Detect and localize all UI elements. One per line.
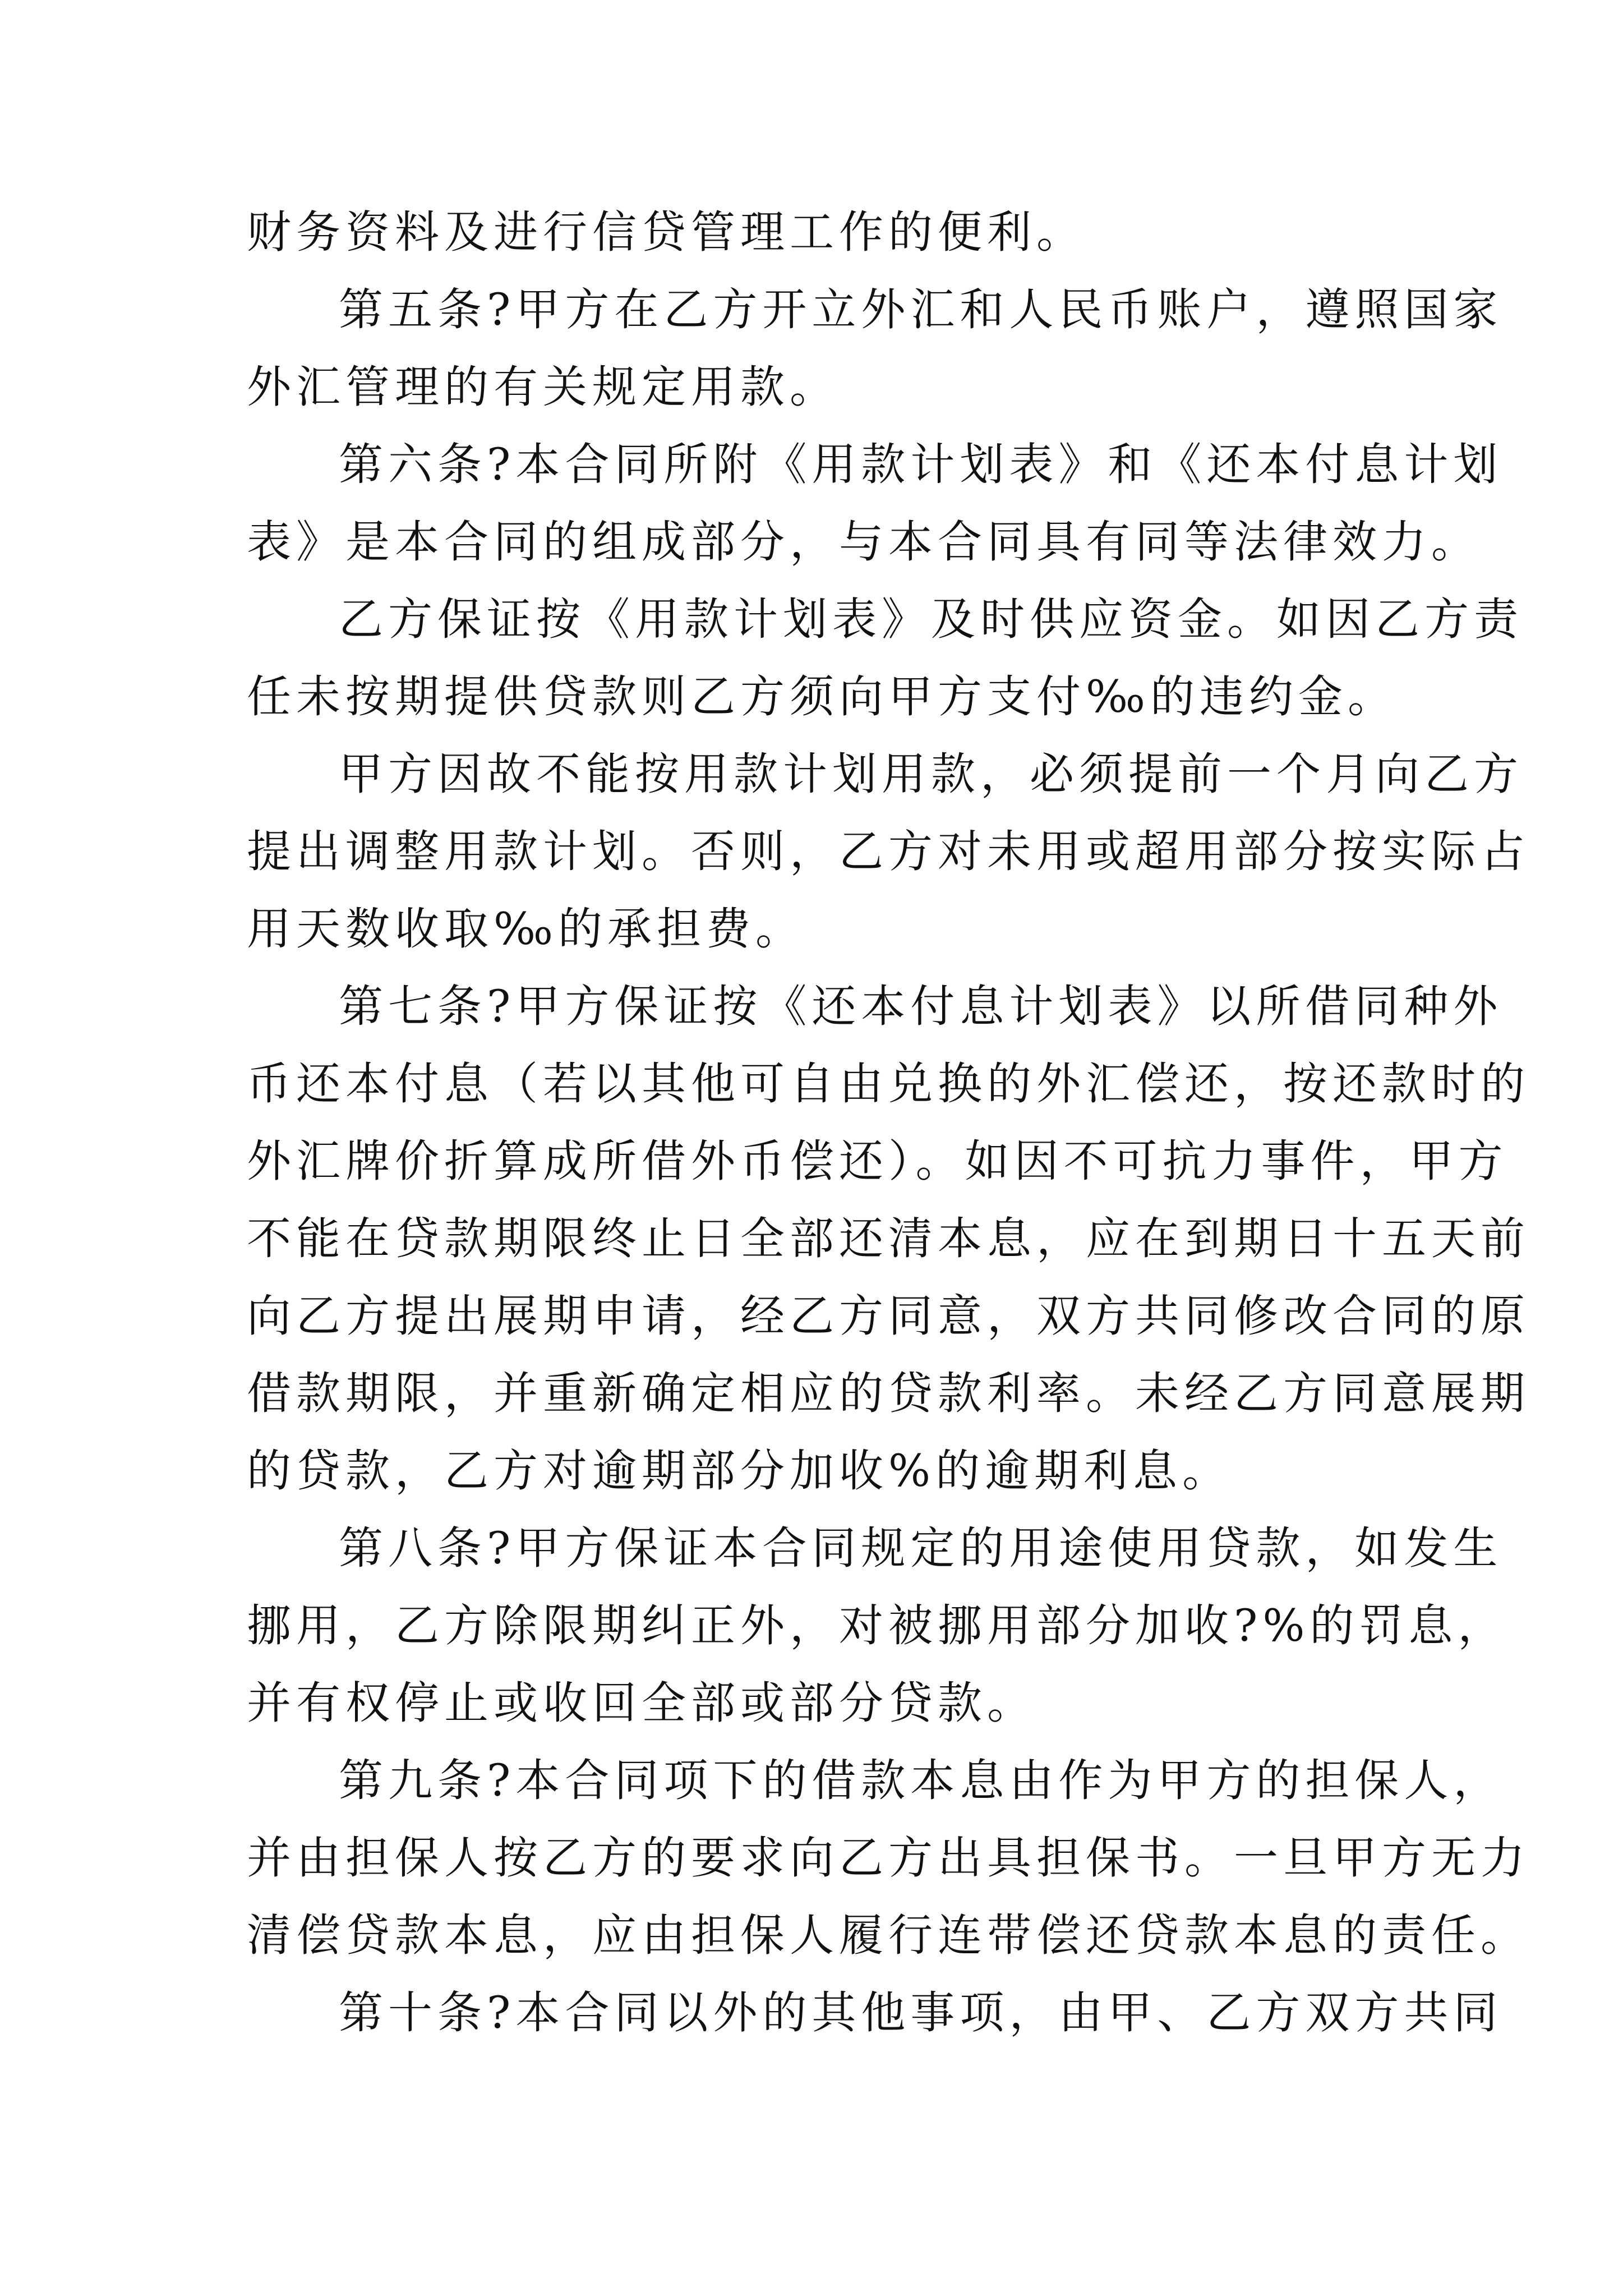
text-line: 并由担保人按乙方的要求向乙方出具担保书。一旦甲方无力 xyxy=(247,1832,1530,1884)
text-line: 的贷款，乙方对逾期部分加收%的逾期利息。 xyxy=(247,1445,1232,1497)
contract-body-text xyxy=(247,194,1530,2051)
text-line: 提出调整用款计划。否则，乙方对未用或超用部分按实际占 xyxy=(247,826,1530,877)
text-line: 甲方因故不能按用款计划用款，必须提前一个月向乙方 xyxy=(339,748,1523,800)
text-line: 第九条?本合同项下的借款本息由作为甲方的担保人， xyxy=(339,1755,1503,1806)
text-line: 第八条?甲方保证本合同规定的用途使用贷款，如发生 xyxy=(339,1522,1503,1574)
text-line: 外汇牌价折算成所借外币偿还）。如因不可抗力事件，甲方 xyxy=(247,1135,1508,1187)
text-line: 第五条?甲方在乙方开立外汇和人民币账户，遵照国家 xyxy=(339,284,1503,335)
text-line: 借款期限，并重新确定相应的贷款利率。未经乙方同意展期 xyxy=(247,1368,1530,1419)
text-line: 表》是本合同的组成部分，与本合同具有同等法律效力。 xyxy=(247,516,1481,568)
text-line: 外汇管理的有关规定用款。 xyxy=(247,361,839,413)
text-line: 向乙方提出展期申请，经乙方同意，双方共同修改合同的原 xyxy=(247,1290,1530,1342)
text-line: 不能在贷款期限终止日全部还清本息，应在到期日十五天前 xyxy=(247,1213,1530,1264)
text-line: 第六条?本合同所附《用款计划表》和《还本付息计划 xyxy=(339,439,1503,490)
text-line: 清偿贷款本息，应由担保人履行连带偿还贷款本息的责任。 xyxy=(247,1910,1530,1961)
text-line: 财务资料及进行信贷管理工作的便利。 xyxy=(247,206,1086,258)
text-line: 用天数收取‰的承担费。 xyxy=(247,903,805,955)
text-line: 任未按期提供贷款则乙方须向甲方支付‰的违约金。 xyxy=(247,671,1398,723)
text-line: 挪用，乙方除限期纠正外，对被挪用部分加收?%的罚息， xyxy=(247,1600,1507,1651)
text-line: 第七条?甲方保证按《还本付息计划表》以所借同种外 xyxy=(339,981,1503,1032)
text-line: 币还本付息（若以其他可自由兑换的外汇偿还，按还款时的 xyxy=(247,1058,1530,1110)
text-line: 第十条?本合同以外的其他事项，由甲、乙方双方共同 xyxy=(339,1987,1503,2039)
text-line: 乙方保证按《用款计划表》及时供应资金。如因乙方责 xyxy=(339,593,1523,645)
text-line: 并有权停止或收回全部或部分贷款。 xyxy=(247,1677,1036,1729)
